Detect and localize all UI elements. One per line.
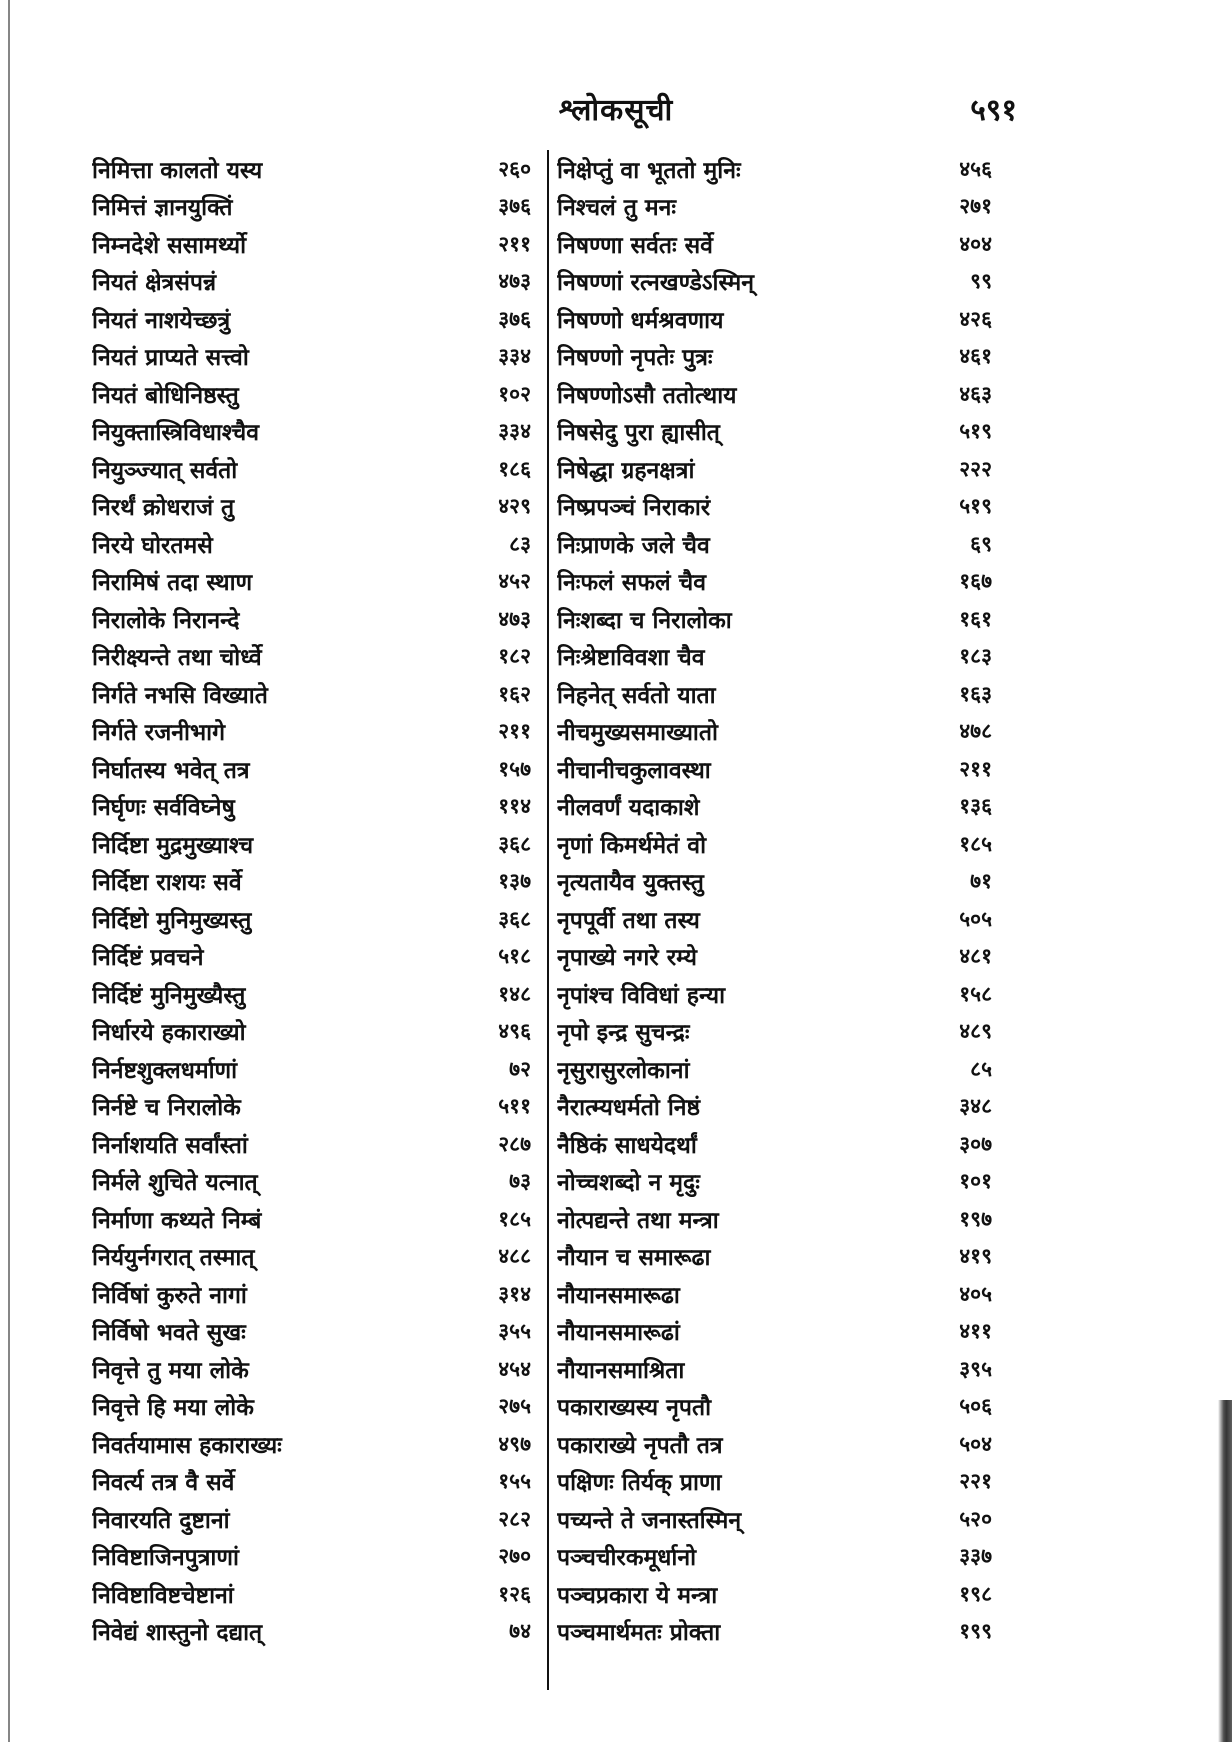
verse-text: नियतं बोधिनिष्ठस्तु — [92, 381, 239, 409]
verse-text: निर्नष्टे च निरालोके — [92, 1094, 241, 1122]
verse-text: नोत्पद्यन्ते तथा मन्त्रा — [557, 1206, 719, 1234]
page-ref: १०२ — [498, 380, 531, 406]
page-title: श्लोकसूची — [558, 93, 674, 128]
page-ref: १५७ — [498, 755, 531, 781]
page-ref: ४७८ — [959, 718, 992, 744]
verse-text: नृणां किमर्थमेतं वो — [557, 831, 707, 859]
page-ref: २६० — [498, 155, 531, 181]
page-ref: ५०६ — [959, 1393, 992, 1419]
index-entry — [92, 1388, 537, 1426]
index-entry — [557, 1575, 992, 1613]
index-entry — [92, 975, 537, 1013]
verse-text: निर्नाशयति सर्वांस्तां — [92, 1131, 248, 1159]
index-entry — [92, 1613, 537, 1651]
page-ref: २११ — [498, 718, 531, 744]
index-entry — [557, 1388, 992, 1426]
index-entry — [557, 1350, 992, 1388]
page-ref: ४०५ — [959, 1280, 992, 1306]
index-entry — [557, 1125, 992, 1163]
index-entry — [557, 150, 992, 188]
index-entry — [92, 825, 537, 863]
page-ref: ७३ — [509, 1168, 531, 1194]
page-ref: १६१ — [959, 605, 992, 631]
index-entry — [92, 1463, 537, 1501]
verse-text: नौयानसमारूढां — [557, 1319, 680, 1347]
index-entry — [92, 450, 537, 488]
verse-text: निःफलं सफलं चैव — [557, 569, 706, 597]
verse-text: निर्ययुर्नगरात् तस्मात् — [92, 1244, 255, 1272]
index-entry — [557, 1163, 992, 1201]
index-entry — [92, 750, 537, 788]
verse-text: नियतं नाशयेच्छत्रुं — [92, 306, 231, 334]
verse-text: नियतं क्षेत्रसंपन्नं — [92, 269, 217, 297]
verse-text: निर्दिष्टा राशयः सर्वे — [92, 869, 242, 897]
page-ref: ४११ — [959, 1318, 992, 1344]
page-ref: १८६ — [498, 455, 531, 481]
index-entry — [92, 488, 537, 526]
index-entry — [557, 1425, 992, 1463]
page-ref: ३४८ — [959, 1093, 992, 1119]
page-ref: ६९ — [970, 530, 992, 556]
page-ref: ३९५ — [959, 1355, 992, 1381]
verse-text: निर्घातस्य भवेत् तत्र — [92, 756, 250, 784]
index-entry — [557, 788, 992, 826]
page-ref: १८५ — [498, 1205, 531, 1231]
page-ref: २७१ — [959, 193, 992, 219]
page-ref: १९८ — [959, 1580, 992, 1606]
page-ref: १८३ — [959, 643, 992, 669]
index-entry — [557, 525, 992, 563]
page-ref: ४२६ — [959, 305, 992, 331]
verse-text: निषसेदु पुरा ह्यासीत् — [557, 419, 720, 447]
page-ref: ४८८ — [498, 1243, 531, 1269]
verse-text: निक्षेप्तुं वा भूततो मुनिः — [557, 156, 741, 184]
page-ref: १६३ — [959, 680, 992, 706]
index-entry — [557, 300, 992, 338]
page-ref: १३६ — [959, 793, 992, 819]
verse-text: निर्दिष्टं प्रवचने — [92, 944, 204, 972]
page-ref: २२२ — [959, 455, 992, 481]
page-ref: ३१४ — [498, 1280, 531, 1306]
verse-text: निहनेत् सर्वतो याता — [557, 681, 716, 709]
page-ref: ४६१ — [959, 343, 992, 369]
page-ref: ७२ — [509, 1055, 531, 1081]
verse-text: निर्विषां कुरुते नागां — [92, 1281, 247, 1309]
page-ref: २११ — [498, 230, 531, 256]
index-entry — [92, 188, 537, 226]
page-ref: १६७ — [959, 568, 992, 594]
verse-text: निवृत्ते तु मया लोके — [92, 1356, 249, 1384]
page-ref: ५०५ — [959, 905, 992, 931]
verse-text: नीलवर्णं यदाकाशे — [557, 794, 700, 822]
page-ref: ३३४ — [498, 343, 531, 369]
verse-text: पञ्चप्रकारा ये मन्त्रा — [557, 1581, 718, 1609]
verse-text: निषेद्धा ग्रहनक्षत्रां — [557, 456, 695, 484]
verse-text: नृपाख्ये नगरे रम्ये — [557, 944, 697, 972]
index-entry — [557, 825, 992, 863]
verse-text: निरये घोरतमसे — [92, 531, 213, 559]
verse-text: निर्नष्टशुक्लधर्माणां — [92, 1056, 238, 1084]
index-entry — [557, 375, 992, 413]
page-ref: ३७६ — [498, 305, 531, 331]
page-ref: ५०४ — [959, 1430, 992, 1456]
page-ref: ३३७ — [959, 1543, 992, 1569]
page-ref: २८२ — [498, 1505, 531, 1531]
index-entry — [557, 600, 992, 638]
verse-text: नैष्ठिकं साधयेदर्थां — [557, 1131, 697, 1159]
page-ref: ९९ — [970, 268, 992, 294]
verse-text: निवृत्ते हि मया लोके — [92, 1394, 254, 1422]
page-ref: ८५ — [970, 1055, 992, 1081]
page-ref: ३३४ — [498, 418, 531, 444]
index-entry — [557, 225, 992, 263]
page-ref: १९७ — [959, 1205, 992, 1231]
page-ref: ४५६ — [959, 155, 992, 181]
page-ref: २७० — [498, 1543, 531, 1569]
page-ref: ४७३ — [498, 605, 531, 631]
verse-text: निश्चलं तु मनः — [557, 194, 676, 222]
page-ref: ५१९ — [959, 493, 992, 519]
verse-text: नृत्यतायैव युक्तस्तु — [557, 869, 704, 897]
page-ref: ११४ — [498, 793, 531, 819]
index-entry — [92, 375, 537, 413]
verse-text: निरालोके निरानन्दे — [92, 606, 240, 634]
verse-text: निर्विषो भवते सुखः — [92, 1319, 246, 1347]
page-ref: १०१ — [959, 1168, 992, 1194]
verse-text: निष्प्रपञ्चं निराकारं — [557, 494, 711, 522]
page-ref: ३६८ — [498, 830, 531, 856]
index-entry — [92, 1013, 537, 1051]
page-ref: ४२९ — [498, 493, 531, 519]
index-entry — [557, 1200, 992, 1238]
verse-text: नौयानसमाश्रिता — [557, 1356, 685, 1384]
verse-text: निषण्णो नृपतेः पुत्रः — [557, 344, 713, 372]
page-ref: ४०४ — [959, 230, 992, 256]
page-ref: ४९६ — [498, 1018, 531, 1044]
verse-text: निःप्राणके जले चैव — [557, 531, 710, 559]
verse-text: निर्गते नभसि विख्याते — [92, 681, 268, 709]
index-entry — [92, 1238, 537, 1276]
index-entry — [557, 938, 992, 976]
page-ref: १५५ — [498, 1468, 531, 1494]
verse-text: निरीक्ष्यन्ते तथा चोर्ध्वे — [92, 644, 262, 672]
page-ref: २७५ — [498, 1393, 531, 1419]
index-entry — [557, 975, 992, 1013]
verse-text: नियतं प्राप्यते सत्त्वो — [92, 344, 249, 372]
index-entry — [557, 863, 992, 901]
index-entry — [557, 750, 992, 788]
page-ref: ३०७ — [959, 1130, 992, 1156]
verse-text: निर्दिष्टं मुनिमुख्यैस्तु — [92, 981, 246, 1009]
index-entry — [92, 900, 537, 938]
page-ref: ४८१ — [959, 943, 992, 969]
page-ref: १३७ — [498, 868, 531, 894]
verse-text: निर्धारये हकाराख्यो — [92, 1019, 246, 1047]
verse-text: नृपांश्च विविधां हन्या — [557, 981, 726, 1009]
index-entry — [92, 563, 537, 601]
page-ref: २२१ — [959, 1468, 992, 1494]
page-ref: ५१९ — [959, 418, 992, 444]
verse-text: निविष्टाविष्टचेष्टानां — [92, 1581, 234, 1609]
verse-text: नोच्चशब्दो न मृदुः — [557, 1169, 700, 1197]
verse-text: निषण्णो धर्मश्रवणाय — [557, 306, 724, 334]
page-ref: १९९ — [959, 1618, 992, 1644]
index-entry — [92, 1125, 537, 1163]
index-entry — [92, 1313, 537, 1351]
index-entry — [557, 638, 992, 676]
page-ref: १५८ — [959, 980, 992, 1006]
index-entry — [557, 1238, 992, 1276]
page-ref: ५११ — [498, 1093, 531, 1119]
left-column — [92, 150, 537, 1650]
index-entry — [92, 338, 537, 376]
page-ref: ४८९ — [959, 1018, 992, 1044]
verse-text: निर्मले शुचिते यत्नात् — [92, 1169, 258, 1197]
page-ref: ४१९ — [959, 1243, 992, 1269]
scan-edge-right — [1218, 1400, 1232, 1742]
verse-text: नैरात्म्यधर्मतो निष्ठं — [557, 1094, 701, 1122]
page-ref: ५१८ — [498, 943, 531, 969]
verse-text: नौयान च समारूढा — [557, 1244, 711, 1272]
page-ref: १८२ — [498, 643, 531, 669]
page-number: ५९१ — [970, 93, 1017, 128]
page-ref: ४९७ — [498, 1430, 531, 1456]
index-entry — [92, 1200, 537, 1238]
page-ref: १८५ — [959, 830, 992, 856]
index-entry — [557, 413, 992, 451]
verse-text: निषण्णोऽसौ ततोत्थाय — [557, 381, 737, 409]
verse-text: निःश्रेष्टाविवशा चैव — [557, 644, 705, 672]
index-entry — [557, 450, 992, 488]
index-entry — [92, 300, 537, 338]
index-entry — [557, 675, 992, 713]
index-entry — [92, 600, 537, 638]
page-ref: ५२० — [959, 1505, 992, 1531]
index-entry — [557, 1050, 992, 1088]
verse-text: निवर्त्य तत्र वै सर्वे — [92, 1469, 235, 1497]
index-entry — [557, 1088, 992, 1126]
verse-text: निःशब्दा च निरालोका — [557, 606, 732, 634]
index-entry — [557, 1613, 992, 1651]
page-header — [0, 82, 1232, 126]
index-entry — [557, 900, 992, 938]
verse-text: निविष्टाजिनपुत्राणां — [92, 1544, 239, 1572]
page-ref: ४७३ — [498, 268, 531, 294]
verse-text: नौयानसमारूढा — [557, 1281, 680, 1309]
index-entry — [92, 1538, 537, 1576]
index-entry — [92, 1088, 537, 1126]
column-divider — [547, 150, 549, 1690]
index-entry — [92, 938, 537, 976]
index-entry — [92, 788, 537, 826]
verse-text: नृपपूर्वी तथा तस्य — [557, 906, 700, 934]
page-ref: ७४ — [509, 1618, 531, 1644]
verse-text: निरामिषं तदा स्थाण — [92, 569, 253, 597]
page-ref: २११ — [959, 755, 992, 781]
page-ref: १४८ — [498, 980, 531, 1006]
index-entry — [557, 1500, 992, 1538]
index-entry — [92, 1350, 537, 1388]
verse-text: पकाराख्यस्य नृपतौ — [557, 1394, 712, 1422]
index-entry — [557, 338, 992, 376]
index-entry — [92, 638, 537, 676]
index-entry — [92, 713, 537, 751]
index-entry — [92, 263, 537, 301]
verse-text: नियुञ्ज्यात् सर्वतो — [92, 456, 238, 484]
scan-edge-left — [8, 0, 10, 1742]
verse-text: पञ्चचीरकमूर्धानो — [557, 1544, 697, 1572]
page-ref: ३५५ — [498, 1318, 531, 1344]
verse-text: निम्नदेशे ससामर्थ्यो — [92, 231, 247, 259]
page-ref: १२६ — [498, 1580, 531, 1606]
verse-text: नृसुरासुरलोकानां — [557, 1056, 690, 1084]
verse-text: नृपो इन्द्र सुचन्द्रः — [557, 1019, 690, 1047]
verse-text: निर्दिष्टा मुद्रमुख्याश्च — [92, 831, 254, 859]
index-entry — [557, 488, 992, 526]
verse-text: निवर्तयामास हकाराख्यः — [92, 1431, 282, 1459]
page-ref: ७१ — [970, 868, 992, 894]
verse-text: निमित्तं ज्ञानयुक्तिं — [92, 194, 233, 222]
index-entry — [557, 713, 992, 751]
verse-text: निमित्ता कालतो यस्य — [92, 156, 263, 184]
index-entry — [92, 1163, 537, 1201]
right-column — [557, 150, 992, 1650]
page-ref: १६२ — [498, 680, 531, 706]
index-entry — [92, 863, 537, 901]
verse-text: निर्गते रजनीभागे — [92, 719, 226, 747]
index-entry — [92, 1425, 537, 1463]
verse-text: नियुक्तास्त्रिविधाश्चैव — [92, 419, 260, 447]
verse-text: निर्दिष्टो मुनिमुख्यस्तु — [92, 906, 252, 934]
index-entry — [92, 525, 537, 563]
verse-text: पक्षिणः तिर्यक् प्राणा — [557, 1469, 722, 1497]
verse-text: निर्माणा कथ्यते निम्बं — [92, 1206, 262, 1234]
index-entry — [92, 225, 537, 263]
index-entry — [557, 1538, 992, 1576]
verse-text: निवारयति दुष्टानां — [92, 1506, 230, 1534]
page-ref: २८७ — [498, 1130, 531, 1156]
verse-text: पकाराख्ये नृपतौ तत्र — [557, 1431, 723, 1459]
verse-text: पञ्चमार्थमतः प्रोक्ता — [557, 1619, 721, 1647]
verse-text: निर्घृणः सर्वविघ्नेषु — [92, 794, 235, 822]
page-ref: ३७६ — [498, 193, 531, 219]
page-ref: ४५२ — [498, 568, 531, 594]
index-entry — [92, 413, 537, 451]
index-entry — [92, 1575, 537, 1613]
verse-text: निरर्थं क्रोधराजं तु — [92, 494, 235, 522]
index-entry — [557, 263, 992, 301]
index-entry — [557, 1275, 992, 1313]
page-ref: ३६८ — [498, 905, 531, 931]
verse-text: नीचानीचकुलावस्था — [557, 756, 711, 784]
index-entry — [557, 1013, 992, 1051]
verse-text: निवेद्यं शास्तुनो दद्यात् — [92, 1619, 263, 1647]
index-entry — [92, 675, 537, 713]
verse-text: निषण्णा सर्वतः सर्वे — [557, 231, 713, 259]
index-entry — [557, 1313, 992, 1351]
index-entry — [92, 1050, 537, 1088]
verse-text: पच्यन्ते ते जनास्तस्मिन् — [557, 1506, 742, 1534]
page-ref: ४६३ — [959, 380, 992, 406]
index-entry — [92, 150, 537, 188]
page-ref: ४५४ — [498, 1355, 531, 1381]
verse-text: नीचमुख्यसमाख्यातो — [557, 719, 718, 747]
verse-text: निषण्णां रत्नखण्डेऽस्मिन् — [557, 269, 754, 297]
page-ref: ८३ — [509, 530, 531, 556]
index-entry — [557, 563, 992, 601]
index-entry — [557, 1463, 992, 1501]
index-entry — [92, 1500, 537, 1538]
index-entry — [557, 188, 992, 226]
index-entry — [92, 1275, 537, 1313]
